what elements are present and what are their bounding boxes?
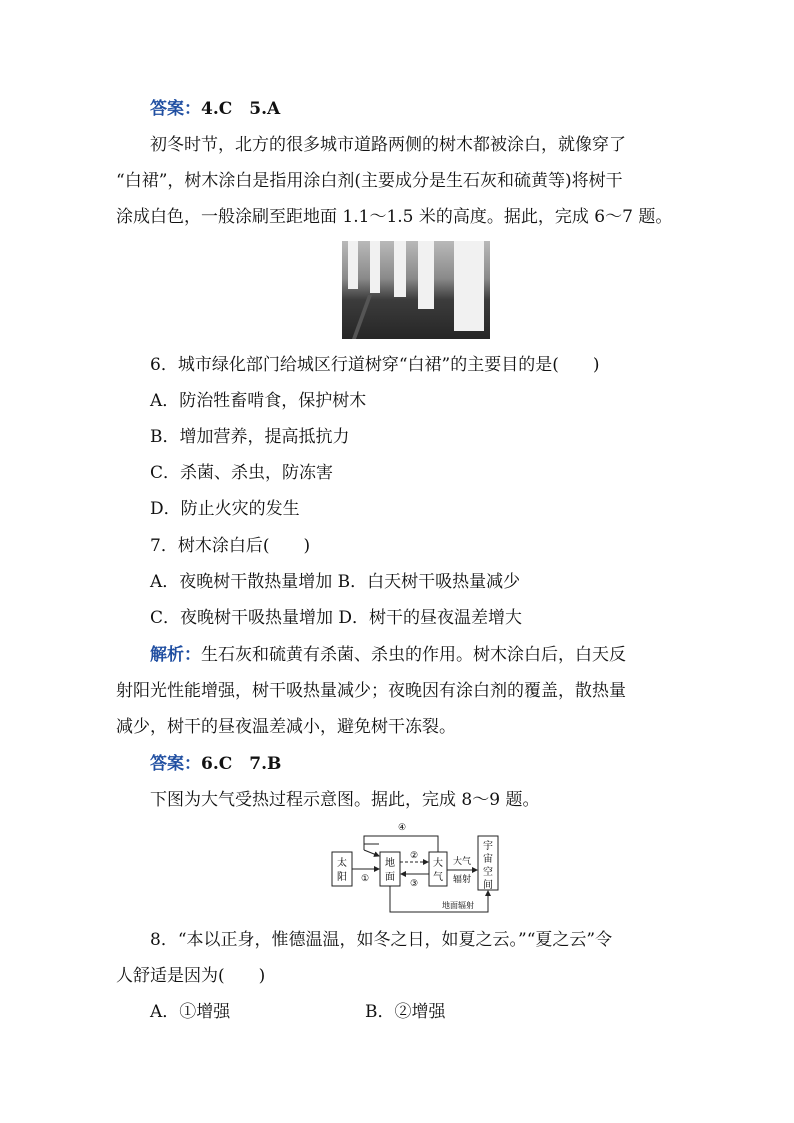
atm-radiation-label-2: 辐射 xyxy=(452,875,472,885)
atmosphere-label-2: 气 xyxy=(433,872,443,883)
ground-label-2: 面 xyxy=(385,872,395,883)
answer-label: 答案： xyxy=(150,754,201,774)
whitewashed-trees-photo xyxy=(342,241,490,339)
sun-label-2: 阳 xyxy=(337,872,347,883)
q6-option-d: D．防止火灾的发生 xyxy=(150,499,300,519)
diagram-intro: 下图为大气受热过程示意图。据此，完成 8～9 题。 xyxy=(150,790,540,810)
q8-option-a: A．①增强 xyxy=(150,1002,231,1022)
intro-line-2: “白裙”，树木涂白是指用涂白剂(主要成分是生石灰和硫黄等)将树干 xyxy=(116,171,623,191)
space-label-2: 宙 xyxy=(483,854,493,865)
analysis-text-1: 生石灰和硫黄有杀菌、杀虫的作用。树木涂白后，白天反 xyxy=(201,645,626,665)
atmosphere-label-1: 大 xyxy=(433,858,443,869)
answer-value: 6.C 7.B xyxy=(201,754,282,774)
label-1: ① xyxy=(360,874,370,884)
space-label-1: 宇 xyxy=(483,841,493,852)
q8-line-1: 8．“本以正身，惟德温温，如冬之日，如夏之云。”“夏之云”令 xyxy=(150,930,613,950)
space-label-3: 空 xyxy=(483,867,493,878)
answer-label: 答案： xyxy=(150,99,201,119)
q6-option-c: C．杀菌、杀虫，防冻害 xyxy=(150,463,334,483)
q6-option-b: B．增加营养，提高抵抗力 xyxy=(150,427,350,447)
sun-label-1: 太 xyxy=(337,858,347,869)
answer-value: 4.C 5.A xyxy=(201,99,281,119)
answer-4-5 xyxy=(150,98,280,120)
ground-radiation-label: 地面辐射 xyxy=(442,901,474,910)
space-label-4: 间 xyxy=(483,880,493,891)
q8-option-b: B．②增强 xyxy=(365,1002,446,1022)
analysis-label: 解析： xyxy=(150,645,201,665)
label-4: ④ xyxy=(397,823,407,833)
q7-options-ab: A．夜晚树干散热量增加 B．白天树干吸热量减少 xyxy=(150,572,521,592)
q7-options-cd: C．夜晚树干吸热量增加 D．树干的昼夜温差增大 xyxy=(150,608,523,628)
label-2: ② xyxy=(409,851,419,861)
arrow-4-head xyxy=(364,850,379,856)
q6-option-a: A．防治牲畜啃食，保护树木 xyxy=(150,391,367,411)
intro-line-1: 初冬时节，北方的很多城市道路两侧的树木都被涂白，就像穿了 xyxy=(150,135,626,155)
ground-label-1: 地 xyxy=(385,858,395,869)
label-3: ③ xyxy=(409,879,419,889)
arrow-4-path xyxy=(364,836,438,852)
intro-line-3: 涂成白色，一般涂刷至距地面 1.1～1.5 米的高度。据此，完成 6～7 题。 xyxy=(116,207,673,227)
q8-line-2: 人舒适是因为( ) xyxy=(116,966,266,986)
q7-stem: 7．树木涂白后( ) xyxy=(150,536,311,556)
answer-6-7 xyxy=(150,753,281,775)
analysis-line-2: 射阳光性能增强，树干吸热量减少；夜晚因有涂白剂的覆盖，散热量 xyxy=(116,681,626,701)
atmospheric-heating-diagram xyxy=(330,820,520,916)
analysis-line-1 xyxy=(150,644,626,666)
q6-stem: 6．城市绿化部门给城区行道树穿“白裙”的主要目的是( ) xyxy=(150,355,600,375)
analysis-line-3: 减少，树干的昼夜温差减小，避免树干冻裂。 xyxy=(116,717,456,737)
atm-radiation-label-1: 大气 xyxy=(452,857,472,867)
